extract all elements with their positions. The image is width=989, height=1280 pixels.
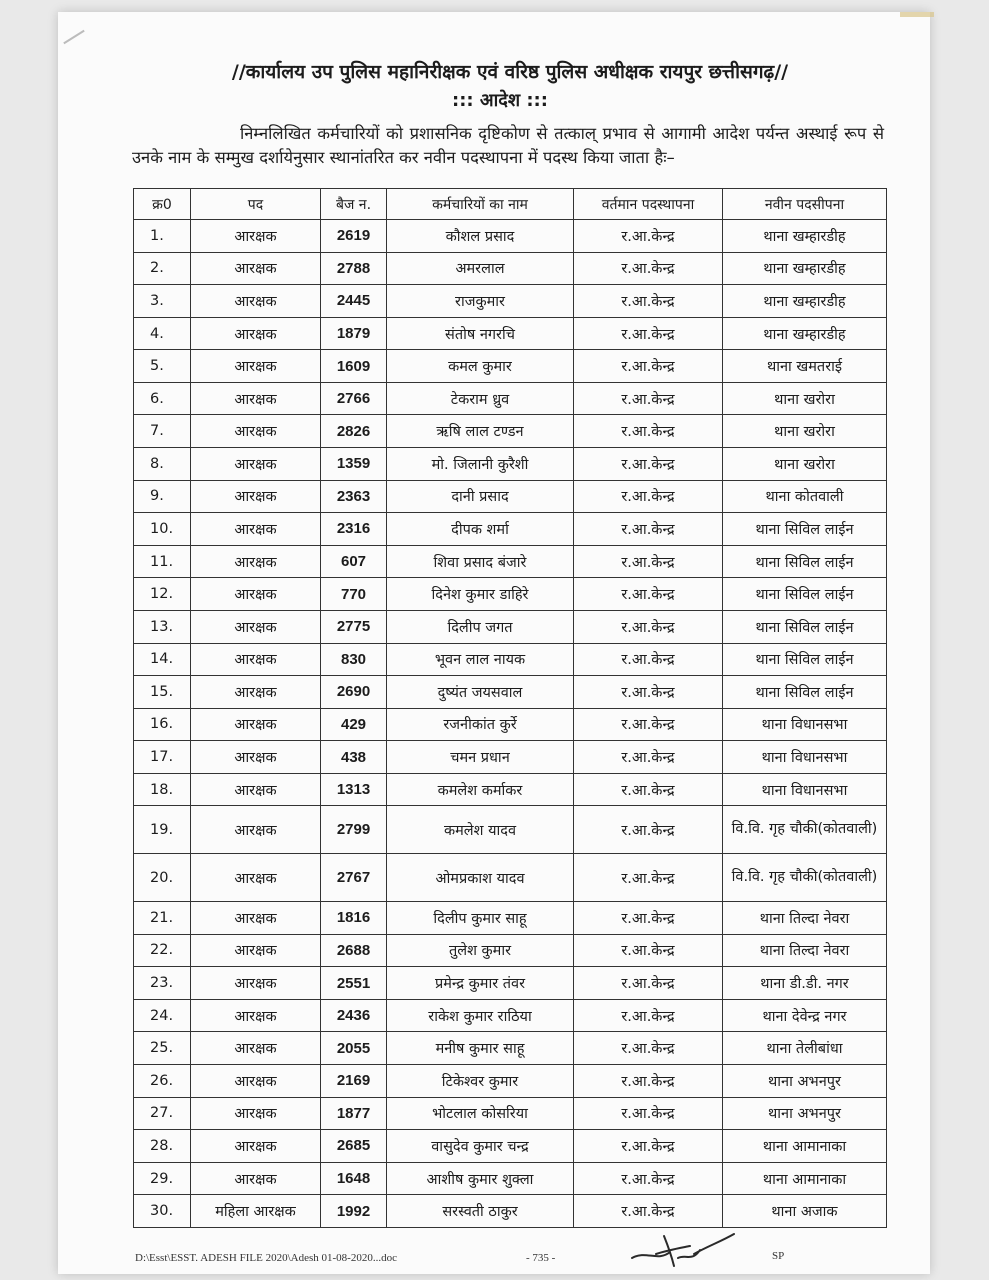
post-cell: आरक्षक bbox=[191, 643, 321, 676]
current-posting-cell: र.आ.केन्द्र bbox=[574, 1032, 723, 1065]
new-posting-cell: थाना खमतराई bbox=[723, 350, 887, 383]
name-cell: कमल कुमार bbox=[387, 350, 574, 383]
table-row bbox=[134, 967, 887, 1000]
badge-cell: 2799 bbox=[321, 806, 387, 854]
serial-cell: 11. bbox=[134, 545, 191, 578]
post-cell: आरक्षक bbox=[191, 999, 321, 1032]
name-cell: दिनेश कुमार डाहिरे bbox=[387, 578, 574, 611]
name-cell: सरस्वती ठाकुर bbox=[387, 1195, 574, 1228]
current-posting-cell: र.आ.केन्द्र bbox=[574, 285, 723, 318]
badge-cell: 2055 bbox=[321, 1032, 387, 1065]
current-posting-cell: र.आ.केन्द्र bbox=[574, 350, 723, 383]
serial-cell: 13. bbox=[134, 610, 191, 643]
serial-cell: 1. bbox=[134, 220, 191, 253]
footer-file-path: D:\Esst\ESST. ADESH FILE 2020\Adesh 01-08-2020...doc bbox=[135, 1252, 397, 1264]
table-row bbox=[134, 854, 887, 902]
current-posting-cell: र.आ.केन्द्र bbox=[574, 480, 723, 513]
post-cell: आरक्षक bbox=[191, 708, 321, 741]
post-cell: आरक्षक bbox=[191, 545, 321, 578]
new-posting-cell: थाना तेलीबांधा bbox=[723, 1032, 887, 1065]
corner-tape-mark bbox=[900, 12, 934, 17]
table-row bbox=[134, 999, 887, 1032]
footer-page-number: - 735 - bbox=[526, 1252, 556, 1264]
post-cell: आरक्षक bbox=[191, 676, 321, 709]
badge-cell: 2551 bbox=[321, 967, 387, 1000]
post-cell: आरक्षक bbox=[191, 382, 321, 415]
new-posting-cell: थाना सिविल लाईन bbox=[723, 545, 887, 578]
table-row bbox=[134, 1130, 887, 1163]
serial-cell: 14. bbox=[134, 643, 191, 676]
current-posting-cell: र.आ.केन्द्र bbox=[574, 1130, 723, 1163]
name-cell: तुलेश कुमार bbox=[387, 934, 574, 967]
table-row bbox=[134, 676, 887, 709]
order-intro-paragraph bbox=[132, 122, 884, 170]
badge-cell: 2688 bbox=[321, 934, 387, 967]
post-cell: आरक्षक bbox=[191, 448, 321, 481]
table-row bbox=[134, 1195, 887, 1228]
current-posting-cell: र.आ.केन्द्र bbox=[574, 773, 723, 806]
badge-cell: 2788 bbox=[321, 252, 387, 285]
new-posting-cell: थाना तिल्दा नेवरा bbox=[723, 934, 887, 967]
current-posting-cell: र.आ.केन्द्र bbox=[574, 1162, 723, 1195]
name-cell: राकेश कुमार राठिया bbox=[387, 999, 574, 1032]
serial-cell: 19. bbox=[134, 806, 191, 854]
name-cell: मो. जिलानी कुरैशी bbox=[387, 448, 574, 481]
current-posting-cell: र.आ.केन्द्र bbox=[574, 741, 723, 774]
current-posting-cell: र.आ.केन्द्र bbox=[574, 902, 723, 935]
post-cell: आरक्षक bbox=[191, 350, 321, 383]
new-posting-cell: थाना सिविल लाईन bbox=[723, 578, 887, 611]
serial-cell: 6. bbox=[134, 382, 191, 415]
serial-cell: 23. bbox=[134, 967, 191, 1000]
badge-cell: 830 bbox=[321, 643, 387, 676]
current-posting-cell: र.आ.केन्द्र bbox=[574, 610, 723, 643]
name-cell: कमलेश कर्माकर bbox=[387, 773, 574, 806]
post-cell: आरक्षक bbox=[191, 1097, 321, 1130]
name-cell: प्रमेन्द्र कुमार तंवर bbox=[387, 967, 574, 1000]
col-header-badge: बैज न. bbox=[321, 189, 387, 220]
table-row bbox=[134, 317, 887, 350]
table-row bbox=[134, 578, 887, 611]
name-cell: भोटलाल कोसरिया bbox=[387, 1097, 574, 1130]
table-row bbox=[134, 1032, 887, 1065]
badge-cell: 1816 bbox=[321, 902, 387, 935]
badge-cell: 770 bbox=[321, 578, 387, 611]
new-posting-cell: थाना खम्हारडीह bbox=[723, 252, 887, 285]
transfer-table bbox=[133, 188, 887, 1228]
serial-cell: 4. bbox=[134, 317, 191, 350]
footer-sp-label: SP bbox=[772, 1250, 785, 1262]
current-posting-cell: र.आ.केन्द्र bbox=[574, 220, 723, 253]
col-header-new-posting: नवीन पदसीपना bbox=[723, 189, 887, 220]
serial-cell: 25. bbox=[134, 1032, 191, 1065]
table-body bbox=[134, 220, 887, 1228]
current-posting-cell: र.आ.केन्द्र bbox=[574, 448, 723, 481]
col-header-current-posting: वर्तमान पदस्थापना bbox=[574, 189, 723, 220]
post-cell: आरक्षक bbox=[191, 513, 321, 546]
table-row bbox=[134, 902, 887, 935]
badge-cell: 2775 bbox=[321, 610, 387, 643]
name-cell: मनीष कुमार साहू bbox=[387, 1032, 574, 1065]
post-cell: आरक्षक bbox=[191, 480, 321, 513]
new-posting-cell: वि.वि. गृह चौकी(कोतवाली) bbox=[723, 806, 887, 854]
badge-cell: 1359 bbox=[321, 448, 387, 481]
serial-cell: 28. bbox=[134, 1130, 191, 1163]
table-row bbox=[134, 285, 887, 318]
serial-cell: 17. bbox=[134, 741, 191, 774]
new-posting-cell: थाना आमानाका bbox=[723, 1162, 887, 1195]
office-heading: //कार्यालय उप पुलिस महानिरीक्षक एवं वरिष्ठ पुलिस अधीक्षक रायपुर छत्तीसगढ़// bbox=[231, 61, 789, 83]
name-cell: दिलीप कुमार साहू bbox=[387, 902, 574, 935]
new-posting-cell: वि.वि. गृह चौकी(कोतवाली) bbox=[723, 854, 887, 902]
serial-cell: 15. bbox=[134, 676, 191, 709]
name-cell: टिकेश्वर कुमार bbox=[387, 1064, 574, 1097]
table-row bbox=[134, 741, 887, 774]
new-posting-cell: थाना खरोरा bbox=[723, 415, 887, 448]
new-posting-cell: थाना कोतवाली bbox=[723, 480, 887, 513]
new-posting-cell: थाना खम्हारडीह bbox=[723, 285, 887, 318]
name-cell: दीपक शर्मा bbox=[387, 513, 574, 546]
serial-cell: 29. bbox=[134, 1162, 191, 1195]
badge-cell: 438 bbox=[321, 741, 387, 774]
table-row bbox=[134, 220, 887, 253]
post-cell: आरक्षक bbox=[191, 1032, 321, 1065]
table-row bbox=[134, 1064, 887, 1097]
badge-cell: 2169 bbox=[321, 1064, 387, 1097]
new-posting-cell: थाना देवेन्द्र नगर bbox=[723, 999, 887, 1032]
post-cell: आरक्षक bbox=[191, 1064, 321, 1097]
badge-cell: 2445 bbox=[321, 285, 387, 318]
col-header-employee-name: कर्मचारियों का नाम bbox=[387, 189, 574, 220]
post-cell: महिला आरक्षक bbox=[191, 1195, 321, 1228]
col-header-post: पद bbox=[191, 189, 321, 220]
name-cell: अमरलाल bbox=[387, 252, 574, 285]
serial-cell: 8. bbox=[134, 448, 191, 481]
name-cell: वासुदेव कुमार चन्द्र bbox=[387, 1130, 574, 1163]
serial-cell: 7. bbox=[134, 415, 191, 448]
name-cell: कमलेश यादव bbox=[387, 806, 574, 854]
table-row bbox=[134, 610, 887, 643]
serial-cell: 20. bbox=[134, 854, 191, 902]
new-posting-cell: थाना तिल्दा नेवरा bbox=[723, 902, 887, 935]
serial-cell: 21. bbox=[134, 902, 191, 935]
badge-cell: 2363 bbox=[321, 480, 387, 513]
current-posting-cell: र.आ.केन्द्र bbox=[574, 252, 723, 285]
name-cell: रजनीकांत कुर्रे bbox=[387, 708, 574, 741]
badge-cell: 1992 bbox=[321, 1195, 387, 1228]
badge-cell: 2619 bbox=[321, 220, 387, 253]
table-row bbox=[134, 806, 887, 854]
current-posting-cell: र.आ.केन्द्र bbox=[574, 806, 723, 854]
post-cell: आरक्षक bbox=[191, 317, 321, 350]
post-cell: आरक्षक bbox=[191, 610, 321, 643]
serial-cell: 24. bbox=[134, 999, 191, 1032]
badge-cell: 607 bbox=[321, 545, 387, 578]
badge-cell: 2690 bbox=[321, 676, 387, 709]
new-posting-cell: थाना विधानसभा bbox=[723, 708, 887, 741]
new-posting-cell: थाना अभनपुर bbox=[723, 1064, 887, 1097]
name-cell: आशीष कुमार शुक्ला bbox=[387, 1162, 574, 1195]
table-row bbox=[134, 708, 887, 741]
post-cell: आरक्षक bbox=[191, 285, 321, 318]
current-posting-cell: र.आ.केन्द्र bbox=[574, 415, 723, 448]
new-posting-cell: थाना सिविल लाईन bbox=[723, 643, 887, 676]
serial-cell: 5. bbox=[134, 350, 191, 383]
name-cell: ऋषि लाल टण्डन bbox=[387, 415, 574, 448]
post-cell: आरक्षक bbox=[191, 854, 321, 902]
new-posting-cell: थाना सिविल लाईन bbox=[723, 610, 887, 643]
signature-mark bbox=[628, 1228, 738, 1270]
post-cell: आरक्षक bbox=[191, 741, 321, 774]
current-posting-cell: र.आ.केन्द्र bbox=[574, 1064, 723, 1097]
badge-cell: 2767 bbox=[321, 854, 387, 902]
col-header-serial: क्र0 bbox=[134, 189, 191, 220]
badge-cell: 2766 bbox=[321, 382, 387, 415]
table-row bbox=[134, 1162, 887, 1195]
serial-cell: 27. bbox=[134, 1097, 191, 1130]
table-row bbox=[134, 934, 887, 967]
badge-cell: 2436 bbox=[321, 999, 387, 1032]
new-posting-cell: थाना अजाक bbox=[723, 1195, 887, 1228]
name-cell: संतोष नगरचि bbox=[387, 317, 574, 350]
name-cell: ओमप्रकाश यादव bbox=[387, 854, 574, 902]
name-cell: चमन प्रधान bbox=[387, 741, 574, 774]
table-header-row bbox=[134, 189, 887, 220]
post-cell: आरक्षक bbox=[191, 934, 321, 967]
badge-cell: 2316 bbox=[321, 513, 387, 546]
intro-text: निम्नलिखित कर्मचारियों को प्रशासनिक दृष्टिकोण से तत्काल् प्रभाव से आगामी आदेश पर्यन्त अस्थाई रूप से उनके नाम के सम्मुख दर्शायेनुसार स्थानांतरित कर नवीन पदस्थापना में पदस्थ किया जाता हैः– bbox=[132, 124, 884, 167]
new-posting-cell: थाना अभनपुर bbox=[723, 1097, 887, 1130]
table-row bbox=[134, 448, 887, 481]
table-row bbox=[134, 513, 887, 546]
current-posting-cell: र.आ.केन्द्र bbox=[574, 934, 723, 967]
name-cell: कौशल प्रसाद bbox=[387, 220, 574, 253]
badge-cell: 1648 bbox=[321, 1162, 387, 1195]
badge-cell: 1609 bbox=[321, 350, 387, 383]
post-cell: आरक्षक bbox=[191, 1162, 321, 1195]
serial-cell: 2. bbox=[134, 252, 191, 285]
serial-cell: 26. bbox=[134, 1064, 191, 1097]
name-cell: दानी प्रसाद bbox=[387, 480, 574, 513]
name-cell: दिलीप जगत bbox=[387, 610, 574, 643]
current-posting-cell: र.आ.केन्द्र bbox=[574, 676, 723, 709]
badge-cell: 1313 bbox=[321, 773, 387, 806]
badge-cell: 1879 bbox=[321, 317, 387, 350]
name-cell: राजकुमार bbox=[387, 285, 574, 318]
table-row bbox=[134, 773, 887, 806]
name-cell: टेकराम ध्रुव bbox=[387, 382, 574, 415]
current-posting-cell: र.आ.केन्द्र bbox=[574, 967, 723, 1000]
current-posting-cell: र.आ.केन्द्र bbox=[574, 578, 723, 611]
table-row bbox=[134, 1097, 887, 1130]
table-row bbox=[134, 545, 887, 578]
post-cell: आरक्षक bbox=[191, 220, 321, 253]
current-posting-cell: र.आ.केन्द्र bbox=[574, 999, 723, 1032]
table-row bbox=[134, 382, 887, 415]
post-cell: आरक्षक bbox=[191, 578, 321, 611]
serial-cell: 22. bbox=[134, 934, 191, 967]
new-posting-cell: थाना सिविल लाईन bbox=[723, 513, 887, 546]
post-cell: आरक्षक bbox=[191, 967, 321, 1000]
post-cell: आरक्षक bbox=[191, 415, 321, 448]
table-row bbox=[134, 643, 887, 676]
post-cell: आरक्षक bbox=[191, 252, 321, 285]
current-posting-cell: र.आ.केन्द्र bbox=[574, 1097, 723, 1130]
new-posting-cell: थाना विधानसभा bbox=[723, 741, 887, 774]
post-cell: आरक्षक bbox=[191, 1130, 321, 1163]
current-posting-cell: र.आ.केन्द्र bbox=[574, 708, 723, 741]
new-posting-cell: थाना खम्हारडीह bbox=[723, 317, 887, 350]
post-cell: आरक्षक bbox=[191, 773, 321, 806]
badge-cell: 429 bbox=[321, 708, 387, 741]
serial-cell: 3. bbox=[134, 285, 191, 318]
table-row bbox=[134, 350, 887, 383]
new-posting-cell: थाना आमानाका bbox=[723, 1130, 887, 1163]
new-posting-cell: थाना खम्हारडीह bbox=[723, 220, 887, 253]
name-cell: दुष्यंत जयसवाल bbox=[387, 676, 574, 709]
post-cell: आरक्षक bbox=[191, 806, 321, 854]
table-row bbox=[134, 480, 887, 513]
serial-cell: 18. bbox=[134, 773, 191, 806]
current-posting-cell: र.आ.केन्द्र bbox=[574, 1195, 723, 1228]
badge-cell: 2826 bbox=[321, 415, 387, 448]
badge-cell: 1877 bbox=[321, 1097, 387, 1130]
current-posting-cell: र.आ.केन्द्र bbox=[574, 854, 723, 902]
new-posting-cell: थाना सिविल लाईन bbox=[723, 676, 887, 709]
current-posting-cell: र.आ.केन्द्र bbox=[574, 382, 723, 415]
badge-cell: 2685 bbox=[321, 1130, 387, 1163]
order-heading: ::: आदेश ::: bbox=[452, 90, 548, 111]
current-posting-cell: र.आ.केन्द्र bbox=[574, 643, 723, 676]
current-posting-cell: र.आ.केन्द्र bbox=[574, 545, 723, 578]
serial-cell: 12. bbox=[134, 578, 191, 611]
new-posting-cell: थाना डी.डी. नगर bbox=[723, 967, 887, 1000]
current-posting-cell: र.आ.केन्द्र bbox=[574, 513, 723, 546]
serial-cell: 9. bbox=[134, 480, 191, 513]
new-posting-cell: थाना विधानसभा bbox=[723, 773, 887, 806]
name-cell: भूवन लाल नायक bbox=[387, 643, 574, 676]
name-cell: शिवा प्रसाद बंजारे bbox=[387, 545, 574, 578]
post-cell: आरक्षक bbox=[191, 902, 321, 935]
table-row bbox=[134, 252, 887, 285]
new-posting-cell: थाना खरोरा bbox=[723, 382, 887, 415]
serial-cell: 30. bbox=[134, 1195, 191, 1228]
current-posting-cell: र.आ.केन्द्र bbox=[574, 317, 723, 350]
new-posting-cell: थाना खरोरा bbox=[723, 448, 887, 481]
serial-cell: 10. bbox=[134, 513, 191, 546]
table-row bbox=[134, 415, 887, 448]
serial-cell: 16. bbox=[134, 708, 191, 741]
